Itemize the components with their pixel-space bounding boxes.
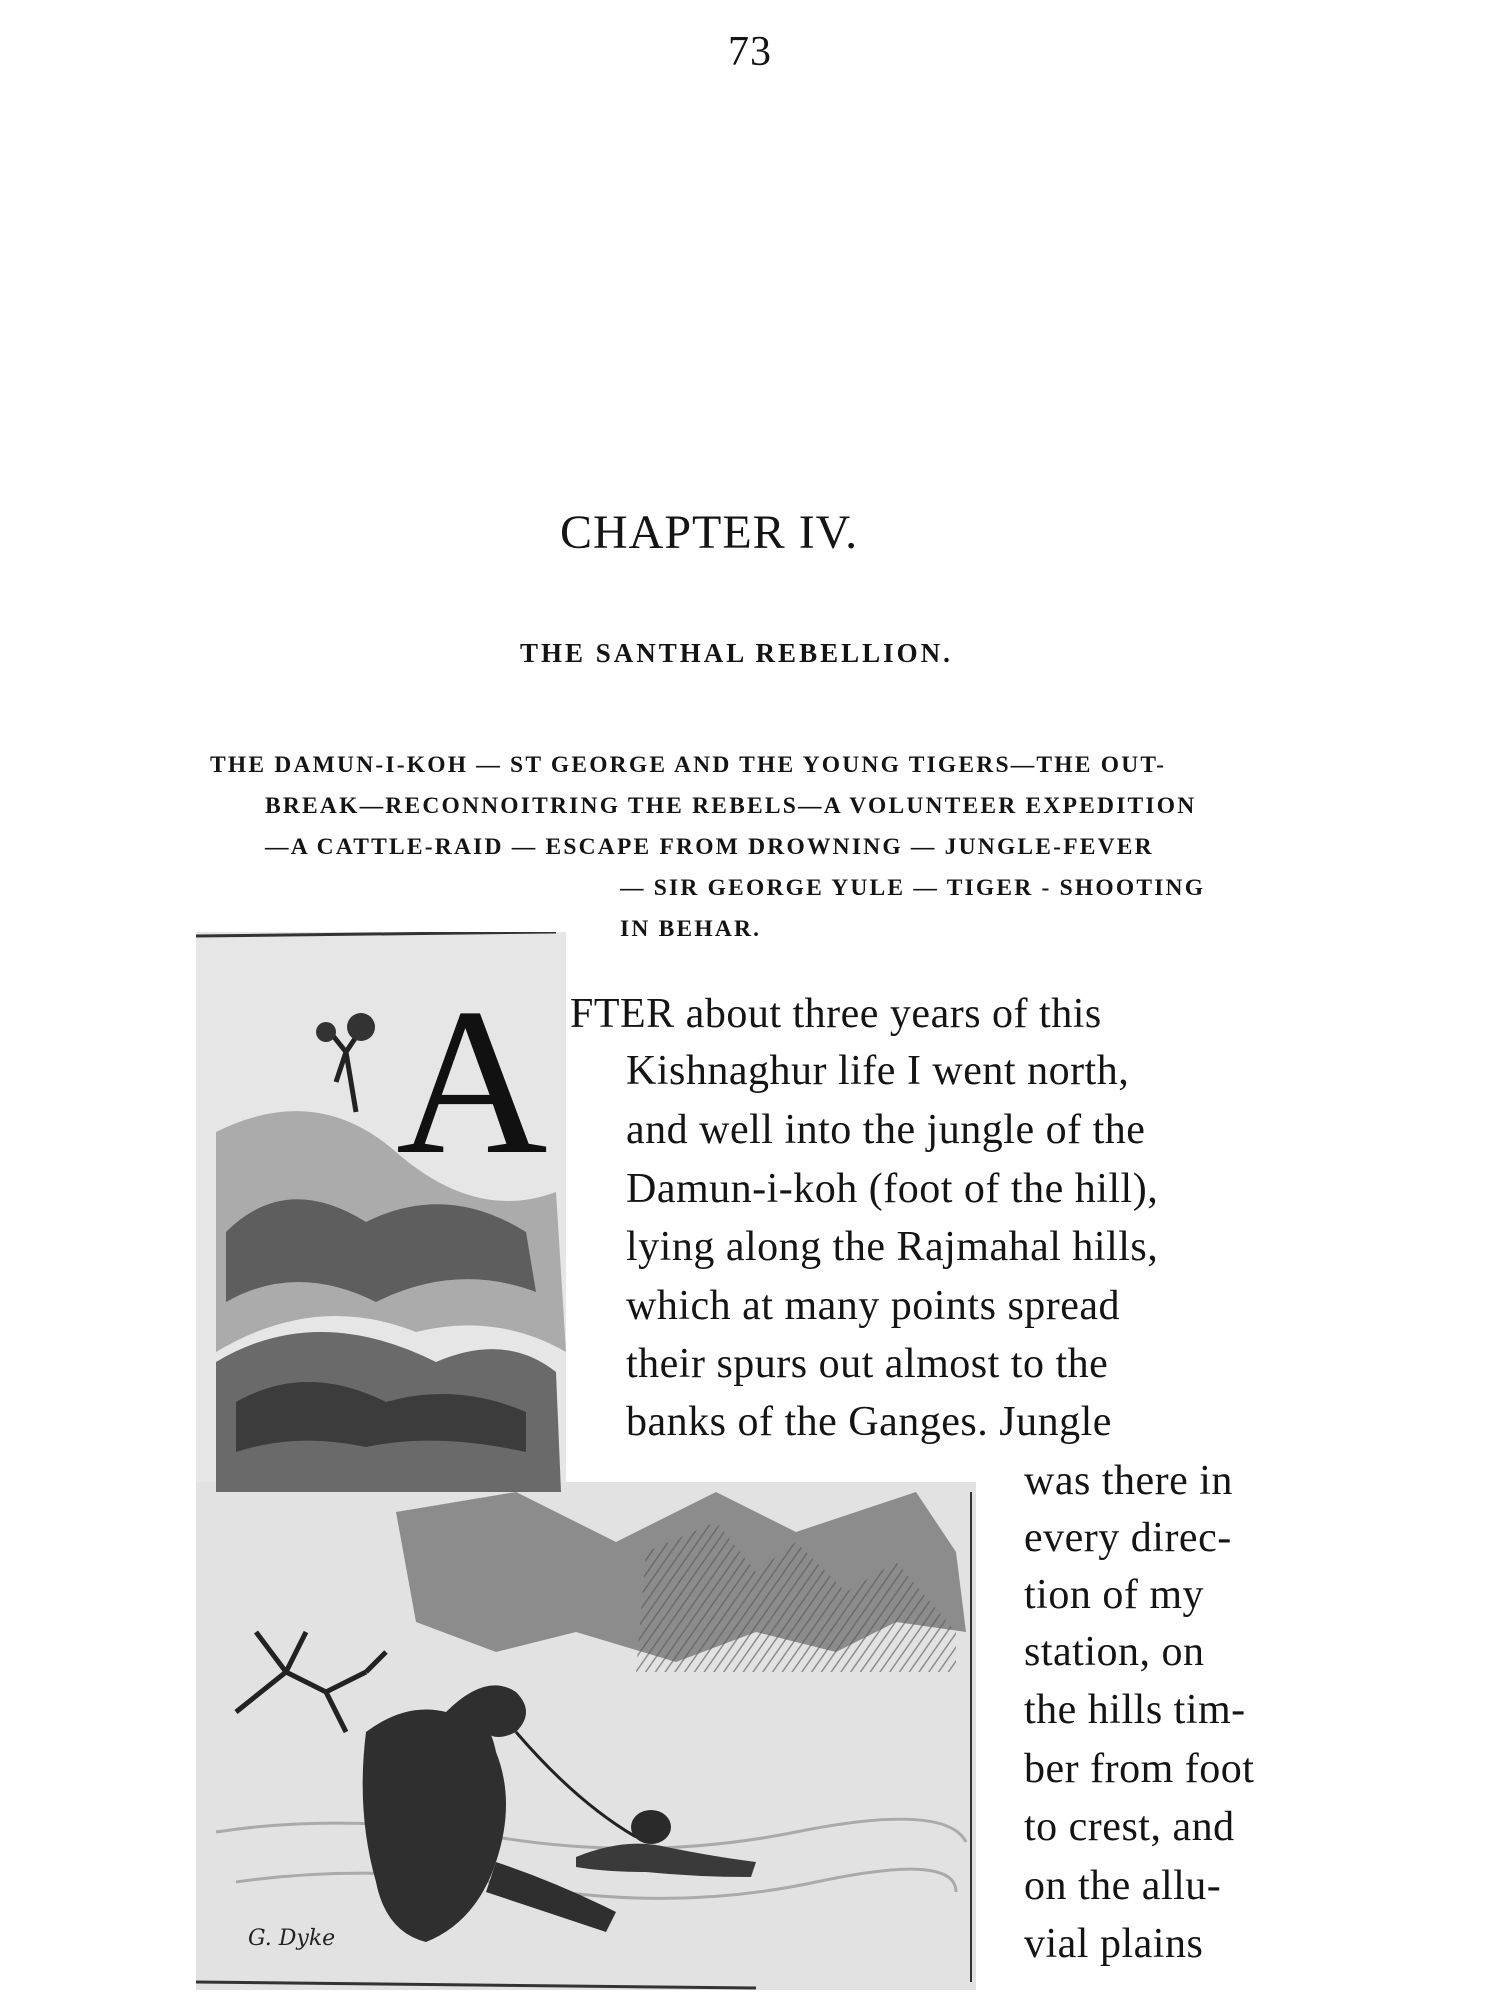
body-text-line: Damun-i-koh (foot of the hill), (626, 1166, 1159, 1212)
body-text-line: to crest, and (1024, 1804, 1235, 1850)
body-text-line: ber from foot (1024, 1746, 1255, 1792)
body-text-line: their spurs out almost to the (626, 1341, 1109, 1387)
synopsis-line: THE DAMUN-I-KOH — ST GEORGE AND THE YOUNG TIGERS—THE OUT- (210, 752, 1167, 778)
illustration-signature: G. Dyke (248, 1926, 336, 1951)
body-text-line: and well into the jungle of the (626, 1107, 1146, 1153)
page-number: 73 (728, 29, 772, 75)
chapter-title: CHAPTER IV. (560, 506, 859, 559)
body-text-line: FTER about three years of this (570, 991, 1102, 1037)
body-text-line: station, on (1024, 1629, 1205, 1675)
drop-cap: A (396, 966, 548, 1198)
body-text-line: tion of my (1024, 1572, 1204, 1618)
chapter-subtitle: THE SANTHAL REBELLION. (520, 638, 953, 668)
body-text-line: vial plains (1024, 1921, 1204, 1967)
synopsis-line: IN BEHAR. (620, 916, 762, 942)
synopsis-line: —A CATTLE-RAID — ESCAPE FROM DROWNING — JUNGLE-FEVER (265, 834, 1154, 860)
body-text-line: the hills tim- (1024, 1687, 1246, 1733)
body-text-line: lying along the Rajmahal hills, (626, 1224, 1159, 1270)
body-text-line: every direc- (1024, 1515, 1232, 1561)
synopsis-line: BREAK—RECONNOITRING THE REBELS—A VOLUNTEER EXPEDITION (265, 793, 1197, 819)
body-text-line: Kishnaghur life I went north, (626, 1048, 1130, 1094)
synopsis-line: — SIR GEORGE YULE — TIGER - SHOOTING (620, 875, 1206, 901)
body-text-line: banks of the Ganges. Jungle (626, 1399, 1112, 1445)
body-text-line: was there in (1024, 1458, 1233, 1504)
body-text-line: which at many points spread (626, 1283, 1121, 1329)
body-text-line: on the allu- (1024, 1863, 1222, 1909)
